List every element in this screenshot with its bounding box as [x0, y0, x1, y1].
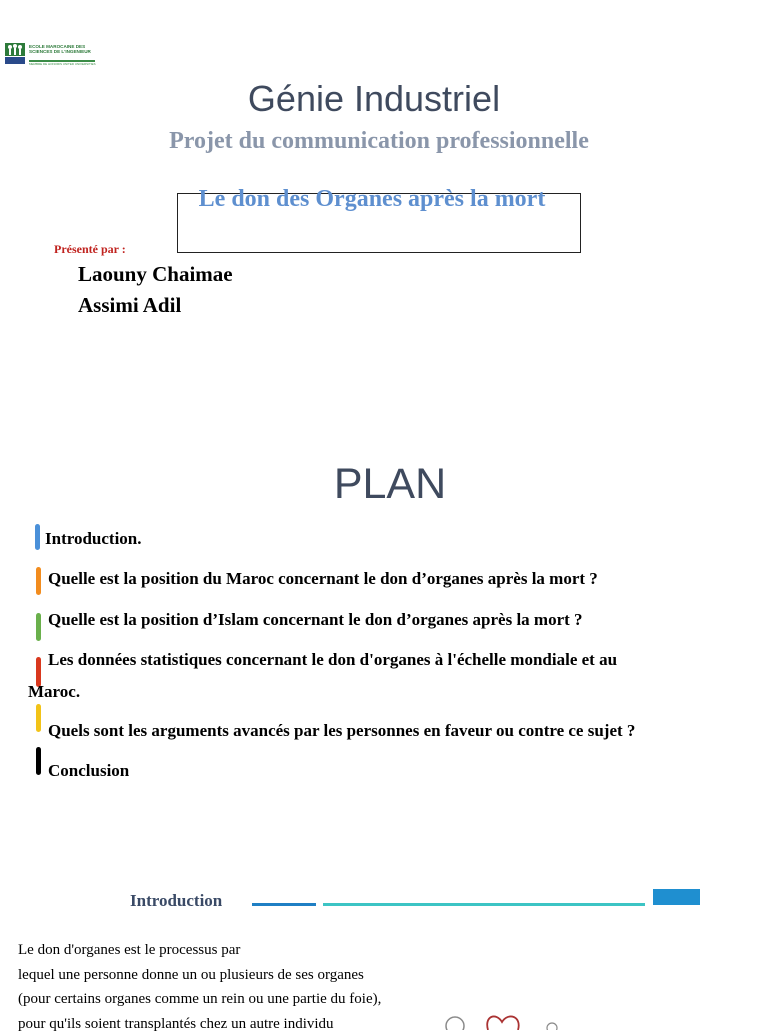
plan-item: Quelle est la position du Maroc concernant le don d’organes après la mort ? [48, 569, 598, 588]
heading-accent-line [252, 903, 316, 906]
plan-title: PLAN [333, 460, 447, 508]
topic-title: Le don des Organes après la mort [198, 186, 546, 212]
plan-item-marker [35, 524, 40, 550]
plan-item: Conclusion [48, 761, 130, 780]
heading-accent-line [323, 903, 645, 906]
school-logo [5, 43, 97, 65]
plan-item-continuation: Maroc. [28, 682, 81, 701]
plan-item-marker [36, 567, 41, 595]
plan-item-marker [36, 613, 41, 641]
school-name: ECOLE MAROCAINE DES SCIENCES DE L'INGENIEUR [29, 44, 91, 54]
project-subtitle: Projet du communication professionnelle [169, 128, 589, 154]
plan-item: Les données statistiques concernant le don d'organes à l'échelle mondiale et au [48, 650, 618, 669]
plan-item: Quelle est la position d’Islam concernant le don d’organes après la mort ? [48, 610, 583, 629]
intro-paragraph: Le don d'organes est le processus par lequel une personne donne un ou plusieurs de ses organes (pour certains organes comme un rein ou une partie du foie), pour qu'ils soient transplantés chez un autre individu [18, 942, 382, 1032]
plan-item-marker [36, 704, 41, 732]
section-heading: Introduction [130, 891, 223, 910]
plan-item: Introduction. [45, 529, 142, 548]
page-title: Génie Industriel [247, 78, 501, 119]
plan-item-marker [36, 747, 41, 775]
school-emblem-icon [5, 43, 25, 64]
author-name: Laouny Chaimae [78, 262, 233, 286]
author-name: Assimi Adil [78, 293, 182, 317]
presented-by-label: Présenté par : [54, 242, 126, 256]
organ-illustration-icon [440, 1010, 570, 1030]
plan-item: Quels sont les arguments avancés par les personnes en faveur ou contre ce sujet ? [48, 721, 636, 740]
logo-tagline: MEMBRE DE HONORIS UNITED UNIVERSITIES [29, 62, 96, 66]
heading-accent-block [653, 889, 700, 905]
